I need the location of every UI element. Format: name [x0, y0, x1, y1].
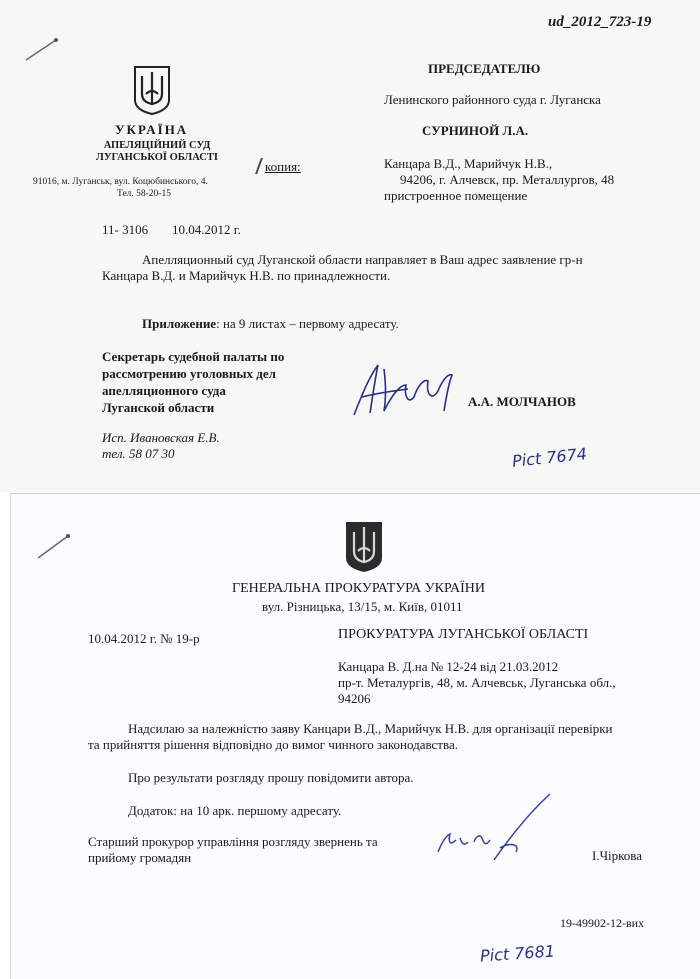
attachment-line: [142, 316, 399, 332]
signer-position-line1: Старший прокурор управління розгляду звернень та: [88, 834, 378, 849]
signature-image: [430, 786, 560, 866]
cc-line1: Канцара В.Д., Марийчук Н.В.,: [384, 156, 553, 171]
attachment-label: Приложение: [142, 316, 217, 331]
signer-position-line3: апелляционного суда: [102, 383, 226, 398]
paper-clip-icon: [22, 34, 62, 64]
document-id: ud_2012_723-19: [548, 14, 652, 30]
addressee: ПРОКУРАТУРА ЛУГАНСЬКОЇ ОБЛАСТІ: [338, 627, 589, 642]
copy-label: копия:: [265, 159, 301, 174]
attachment-line: Додаток: на 10 арк. першому адресату.: [128, 803, 342, 818]
court-phone: Тел. 58-20-15: [117, 189, 171, 199]
cc-line2: пр-т. Металургів, 48, м. Алчевськ, Луганська обл.,: [338, 675, 616, 690]
trident-emblem-icon: [344, 520, 384, 574]
signer-position: [102, 348, 284, 416]
cc-line2: 94206, г. Алчевск, пр. Металлургов, 48: [400, 172, 615, 187]
body-line1: Апелляционный суд Луганской области направляет в Ваш адрес заявление гр-н: [142, 252, 583, 267]
body-line2: Канцара В.Д. и Марийчук Н.В. по принадлежности.: [102, 268, 391, 283]
paper-clip-icon: [34, 530, 74, 562]
trident-emblem-icon: [132, 64, 172, 116]
cc-line3: пристроенное помещение: [384, 188, 528, 203]
handwritten-note: Pict 7681: [479, 941, 556, 966]
org-title: ГЕНЕРАЛЬНА ПРОКУРАТУРА УКРАЇНИ: [232, 581, 485, 596]
signer-position-line2: прийому громадян: [88, 850, 192, 865]
outgoing-number: 19-49902-12-вих: [560, 916, 645, 930]
copy-mark: [258, 158, 301, 175]
executor-name: Исп. Ивановская Е.В.: [102, 430, 220, 445]
handwritten-note: Pict 7674: [511, 444, 588, 471]
country-title: УКРАЇНА: [115, 122, 189, 137]
ref-number: 10.04.2012 г. № 19-р: [88, 631, 200, 646]
addressee-court: Ленинского районного суда г. Луганска: [384, 92, 601, 107]
body-line1: Надсилаю за належністю заяву Канцари В.Д., Марийчук Н.В. для організації перевірки: [128, 721, 613, 736]
court-name-line1: АПЕЛЯЦІЙНИЙ СУД: [103, 140, 211, 151]
executor-phone: тел. 58 07 30: [102, 446, 175, 461]
cc-line1: Канцара В. Д.на № 12-24 від 21.03.2012: [338, 659, 559, 674]
body-line2: та прийняття рішення відповідно до вимог чинного законодавства.: [88, 737, 458, 752]
ref-number: 11- 3106: [102, 222, 149, 237]
court-name-line2: ЛУГАНСЬКОЇ ОБЛАСТІ: [96, 152, 218, 163]
signer-position-line1: Секретарь судебной палаты по: [102, 349, 285, 364]
court-address: 91016, м. Луганськ, вул. Коцюбинського, 4.: [33, 177, 208, 187]
org-address: вул. Різницька, 13/15, м. Київ, 01011: [262, 599, 463, 614]
addressee-title: ПРЕДСЕДАТЕЛЮ: [428, 61, 541, 76]
ref-date: 10.04.2012 г.: [172, 222, 241, 237]
signer-name: І.Чіркова: [592, 848, 643, 863]
signer-name: А.А. МОЛЧАНОВ: [468, 394, 576, 409]
signer-position-line2: рассмотрению уголовных дел: [102, 366, 276, 381]
signature-image: [348, 355, 468, 425]
signer-position-line4: Луганской области: [102, 400, 215, 415]
body-line3: Про результати розгляду прошу повідомити автора.: [128, 770, 414, 785]
cc-line3: 94206: [338, 691, 371, 706]
addressee-name: СУРНИНОЙ Л.А.: [422, 123, 529, 138]
attachment-text: : на 9 листах – первому адресату.: [216, 316, 399, 331]
